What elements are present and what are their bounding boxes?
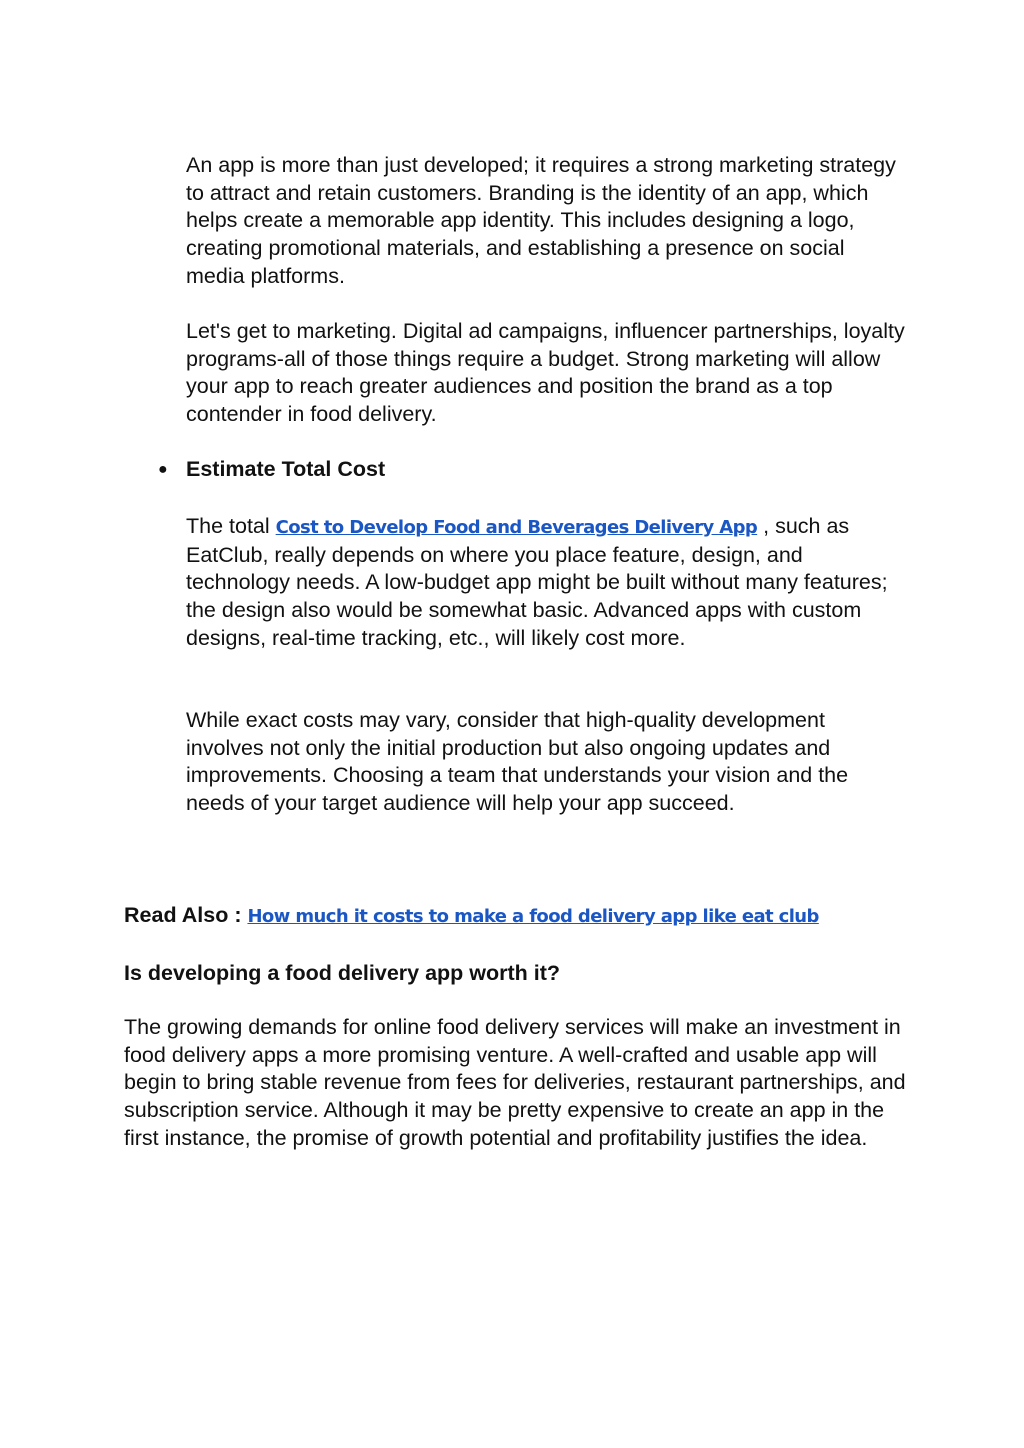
total-cost-suffix: , such as EatClub, really depends on where you place feature, design, and technology needs. A low-budget app might be built without many features; the design also would be somewhat basic. Advanced apps with custom designs, real-time tracking, etc., will likely cost more. — [186, 514, 888, 650]
cost-to-develop-link[interactable]: Cost to Develop Food and Beverages Delivery App — [275, 517, 758, 538]
worth-paragraph: The growing demands for online food delivery services will make an investment in food delivery apps a more promising venture. A well-crafted and usable app will begin to bring stable revenue from fees for deliveries, restaurant partnerships, and subscription service. Although it may be pretty expensive to create an app in the first instance, the promise of growth potential and profitability justifies the idea. — [124, 1015, 906, 1150]
marketing-paragraph: Let's get to marketing. Digital ad campaigns, influencer partnerships, loyalty programs-all of those things require a budget. Strong marketing will allow your app to reach greater audiences and position the brand as a top contender in food delivery. — [186, 319, 905, 427]
read-also-label: Read Also : — [124, 903, 248, 927]
total-cost-paragraph — [186, 513, 906, 653]
exact-costs-paragraph: While exact costs may vary, consider that high-quality development involves not only the initial production but also ongoing updates and improvements. Choosing a team that understands your vision and the needs of your target audience will help your app succeed. — [186, 708, 849, 816]
estimate-heading-row — [158, 456, 385, 484]
worth-heading: Is developing a food delivery app worth it? — [124, 961, 561, 985]
total-cost-prefix: The total — [186, 514, 276, 538]
estimate-heading: Estimate Total Cost — [186, 457, 386, 481]
branding-paragraph: An app is more than just developed; it requires a strong marketing strategy to attract and retain customers. Branding is the identity of an app, which helps create a memorable app identity. This includes designing a logo, creating promotional materials, and establishing a presence on social media platforms. — [186, 153, 896, 288]
bullet-icon: ● — [158, 461, 168, 478]
read-also-line — [124, 902, 914, 931]
read-also-link[interactable]: How much it costs to make a food delivery app like eat club — [247, 906, 819, 927]
